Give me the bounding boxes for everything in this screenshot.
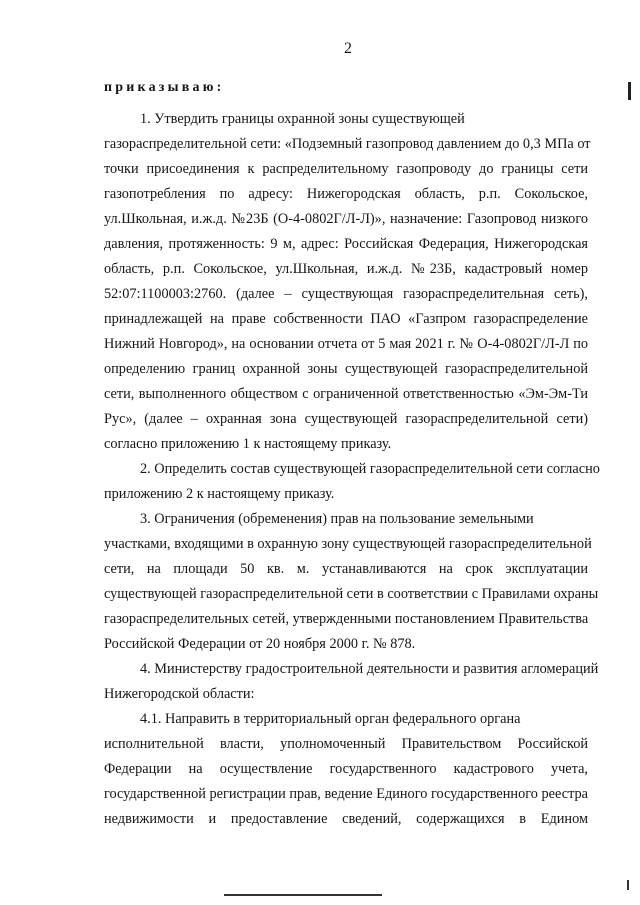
- paragraph-line: недвижимости и предоставление сведений, содержащихся в Едином: [104, 811, 588, 827]
- paragraph-line: 52:07:1100003:2760. (далее – существующая газораспределительная сеть),: [104, 286, 588, 302]
- footer-rule: [224, 894, 382, 896]
- paragraph-line: участками, входящими в охранную зону существующей газораспределительной: [104, 536, 592, 552]
- order-heading: приказываю:: [104, 80, 225, 95]
- paragraph-line: сети, выполненного обществом с ограниченной ответственностью «Эм-Эм-Ти: [104, 386, 588, 402]
- paragraph-line: Нижегородской области:: [104, 686, 255, 702]
- scan-edge-mark: [627, 880, 629, 890]
- paragraph-line: исполнительной власти, уполномоченный Правительством Российской: [104, 736, 588, 752]
- paragraph-line: давления, протяженность: 9 м, адрес: Российская Федерация, Нижегородская: [104, 236, 588, 252]
- paragraph-line: точки присоединения к распределительному газопроводу до границы сети: [104, 161, 588, 177]
- paragraph-line: Российской Федерации от 20 ноября 2000 г. № 878.: [104, 636, 416, 652]
- paragraph-line: Нижний Новгород», на основании отчета от 5 мая 2021 г. № О-4-0802Г/Л-Л по: [104, 336, 588, 352]
- paragraph-line: определению границ охранной зоны существующей газораспределительной: [104, 361, 588, 377]
- paragraph-line: Рус», (далее – охранная зона существующей газораспределительной сети): [104, 411, 588, 427]
- paragraph-line: 4. Министерству градостроительной деятельности и развития агломераций: [140, 661, 599, 677]
- paragraph-line: Федерации на осуществление государственного кадастрового учета,: [104, 761, 588, 777]
- paragraph-line: 1. Утвердить границы охранной зоны существующей: [140, 111, 465, 127]
- paragraph-line: газопотребления по адресу: Нижегородская область, р.п. Сокольское,: [104, 186, 588, 202]
- paragraph-line: существующей газораспределительной сети в соответствии с Правилами охраны: [104, 586, 599, 602]
- paragraph-line: область, р.п. Сокольское, ул.Школьная, и.ж.д. №23Б, кадастровый номер: [104, 261, 588, 277]
- paragraph-line: принадлежащей на праве собственности ПАО «Газпром газораспределение: [104, 311, 588, 327]
- paragraph-line: газораспределительной сети: «Подземный газопровод давлением до 0,3 МПа от: [104, 136, 591, 152]
- paragraph-line: 3. Ограничения (обременения) прав на пользование земельными: [140, 511, 534, 527]
- paragraph-line: 4.1. Направить в территориальный орган федерального органа: [140, 711, 521, 727]
- page-number: 2: [344, 40, 352, 57]
- paragraph-line: приложению 2 к настоящему приказу.: [104, 486, 335, 502]
- paragraph-line: согласно приложению 1 к настоящему приказу.: [104, 436, 392, 452]
- paragraph-line: сети, на площади 50 кв. м. устанавливаются на срок эксплуатации: [104, 561, 588, 577]
- scan-edge-mark: [628, 82, 631, 100]
- paragraph-line: ул.Школьная, и.ж.д. №23Б (О-4-0802Г/Л-Л)», назначение: Газопровод низкого: [104, 211, 588, 227]
- paragraph-line: газораспределительных сетей, утвержденными постановлением Правительства: [104, 611, 589, 627]
- paragraph-line: государственной регистрации прав, ведение Единого государственного реестра: [104, 786, 588, 802]
- paragraph-line: 2. Определить состав существующей газораспределительной сети согласно: [140, 461, 600, 477]
